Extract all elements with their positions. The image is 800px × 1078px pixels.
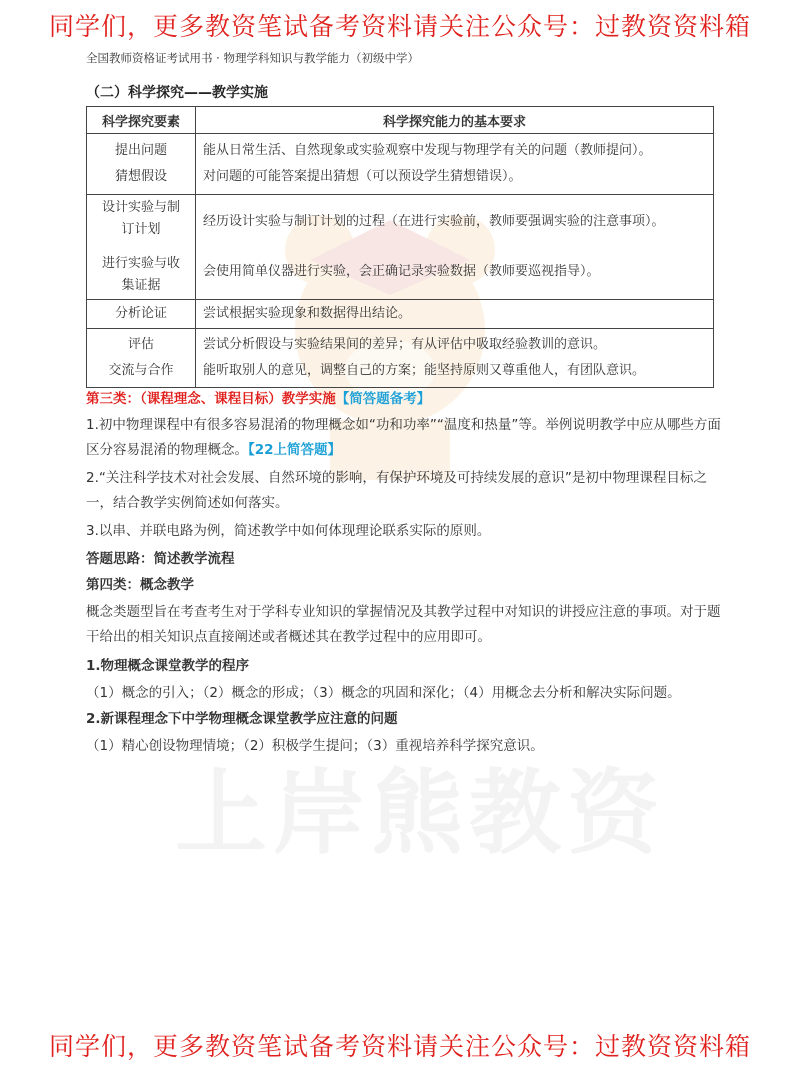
requirement-cell: 能听取别人的意见，调整自己的方案；能坚持原则又尊重他人，有团队意识。 bbox=[203, 363, 646, 378]
requirement-cell: 尝试分析假设与实验结果间的差异；有从评估中吸取经验教训的意识。 bbox=[203, 337, 607, 352]
subsection-1-title: 1.物理概念课堂教学的程序 bbox=[86, 658, 250, 674]
requirement-cell: 尝试根据实验现象和数据得出结论。 bbox=[203, 306, 412, 321]
table-header-requirements: 科学探究能力的基本要求 bbox=[196, 107, 714, 134]
table-row bbox=[87, 134, 714, 195]
question-text: 2.“关注科学技术对社会发展、自然环境的影响，有保护环境及可持续发展的意识”是初中物理课程目标之一，结合教学实例简述如何落实。 bbox=[86, 470, 707, 511]
promo-banner-bottom: 同学们，更多教资笔试备考资料请关注公众号：过教资资料箱 bbox=[48, 1032, 751, 1061]
category-4-intro: 概念类题型旨在考查考生对于学科专业知识的掌握情况及其教学过程中对知识的讲授应注意的事项。对于题干给出的相关知识点直接阐述或者概述其在教学过程中的应用即可。 bbox=[86, 604, 721, 645]
requirement-cell: 会使用简单仪器进行实验，会正确记录实验数据（教师要巡视指导）。 bbox=[203, 264, 600, 279]
table-row bbox=[87, 329, 714, 388]
category-3-heading bbox=[86, 387, 722, 412]
subsection-2-title: 2.新课程理念下中学物理概念课堂教学应注意的问题 bbox=[86, 711, 398, 727]
requirement-cell: 经历设计实验与制订计划的过程（在进行实验前，教师要强调实验的注意事项）。 bbox=[203, 214, 665, 229]
promo-banner-top: 同学们，更多教资笔试备考资料请关注公众号：过教资资料箱 bbox=[48, 12, 751, 41]
table-header-row bbox=[87, 107, 714, 134]
question-text: 1.初中物理课程中有很多容易混淆的物理概念如“功和功率”“温度和热量”等。举例说明教学中应从哪些方面区分容易混淆的物理概念。 bbox=[86, 417, 721, 458]
subsection-1-text: （1）概念的引入；（2）概念的形成；（3）概念的巩固和深化；（4）用概念去分析和解决实际问题。 bbox=[86, 685, 681, 701]
subsection-2-text: （1）精心创设物理情境；（2）积极学生提问；（3）重视培养科学探究意识。 bbox=[86, 738, 544, 754]
running-head: 全国教师资格证考试用书 · 物理学科知识与教学能力（初级中学） bbox=[86, 51, 419, 65]
question-text: 3.以串、并联电路为例，简述教学中如何体现理论联系实际的原则。 bbox=[86, 523, 491, 539]
table-row bbox=[87, 300, 714, 329]
section-title: （二）科学探究——教学实施 bbox=[86, 85, 268, 101]
question-item bbox=[86, 413, 722, 463]
element-cell: 分析论证 bbox=[114, 306, 167, 321]
answer-approach: 答题思路：简述教学流程 bbox=[86, 551, 235, 567]
question-item bbox=[86, 466, 722, 516]
element-cell: 设计实验与制订计划 bbox=[101, 200, 180, 237]
element-cell: 交流与合作 bbox=[108, 363, 174, 378]
table-header-elements: 科学探究要素 bbox=[87, 107, 196, 134]
brand-watermark: 上岸熊教资 bbox=[175, 760, 666, 867]
inquiry-requirements-table bbox=[86, 106, 714, 388]
element-cell: 猜想假设 bbox=[114, 169, 167, 184]
category-3-title: 第三类：（课程理念、课程目标）教学实施 bbox=[86, 391, 336, 407]
element-cell: 提出问题 bbox=[114, 143, 167, 158]
table-row bbox=[87, 195, 714, 300]
element-cell: 评估 bbox=[127, 337, 154, 352]
question-item bbox=[86, 519, 722, 544]
category-3-tag: 【简答题备考】 bbox=[335, 391, 431, 407]
question-tag: 【22上简答题】 bbox=[248, 442, 342, 458]
requirement-cell: 能从日常生活、自然现象或实验观察中发现与物理学有关的问题（教师提问）。 bbox=[203, 143, 652, 158]
category-4-title: 第四类：概念教学 bbox=[86, 577, 194, 593]
requirement-cell: 对问题的可能答案提出猜想（可以预设学生猜想错误）。 bbox=[203, 169, 522, 184]
element-cell: 进行实验与收集证据 bbox=[101, 256, 180, 293]
